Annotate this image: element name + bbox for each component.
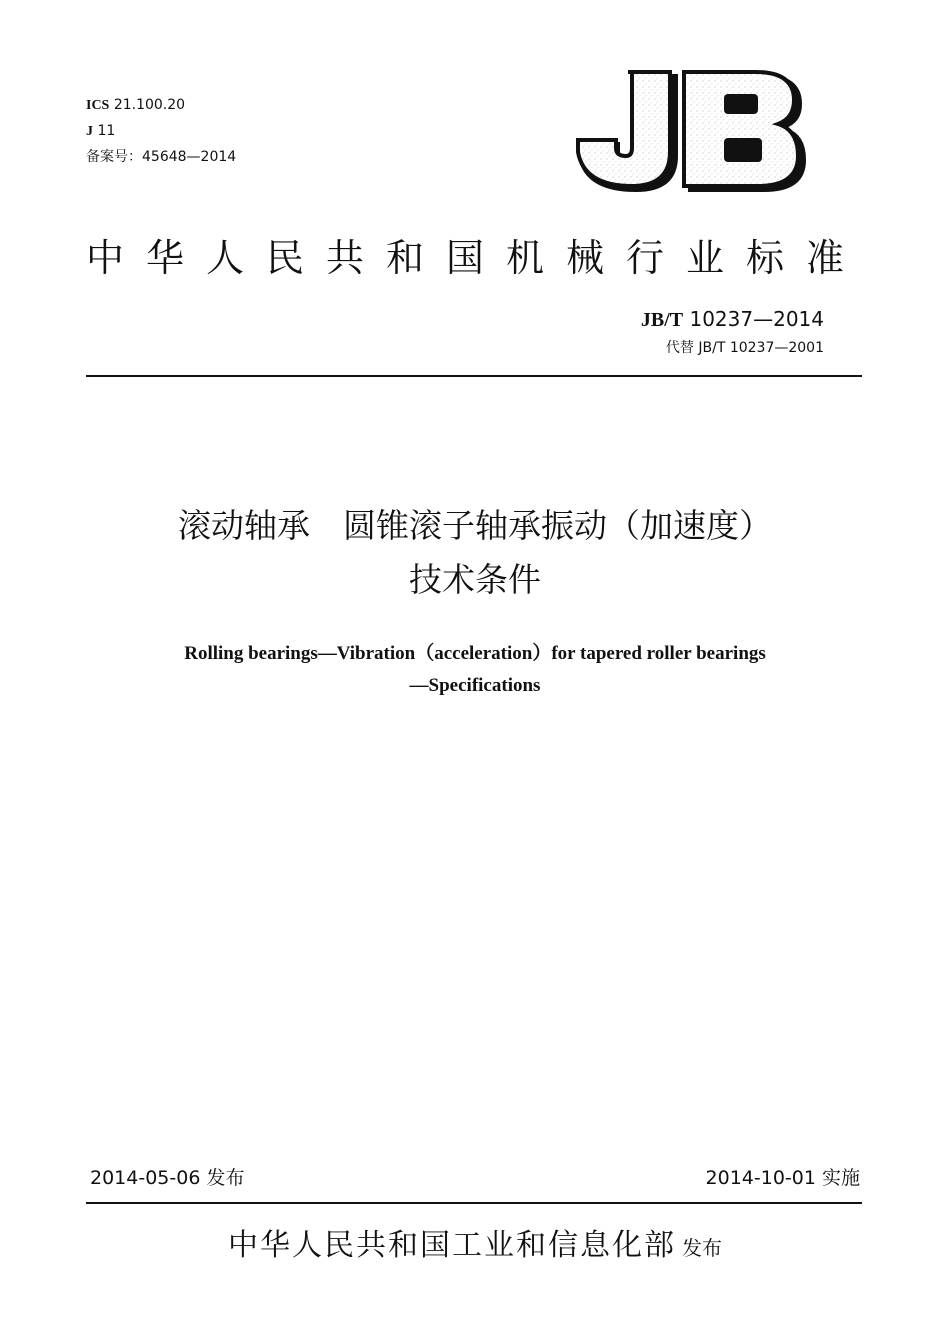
issue-date: 2014-05-06 发布 — [90, 1167, 245, 1189]
ccs-value: 11 — [97, 123, 116, 139]
ics-code — [86, 96, 185, 115]
filing-number: 备案号：45648—2014 — [86, 149, 237, 165]
standard-number — [641, 306, 824, 333]
footer-divider — [86, 1202, 862, 1204]
title-cn-line2: 技术条件 — [409, 560, 541, 599]
standard-code: 10237—2014 — [689, 307, 824, 331]
issuer-name: 中华人民共和国工业和信息化部 — [228, 1228, 676, 1263]
replaces-note — [666, 338, 824, 358]
standard-prefix: JB/T — [640, 309, 684, 331]
implementation-date: 2014-10-01 实施 — [705, 1167, 860, 1189]
jb-logo-graphic — [570, 68, 810, 198]
jb-logo — [570, 68, 810, 198]
organization-title: 中华人民共和国机械行业标准 — [86, 236, 867, 280]
replaces-label: 代替 — [665, 340, 694, 356]
ccs-code — [86, 122, 115, 141]
issuer — [0, 1220, 950, 1264]
ics-value: 21.100.20 — [113, 97, 186, 113]
replaces-value: JB/T 10237—2001 — [698, 340, 824, 356]
title-en-line2: —Specifications — [409, 675, 541, 696]
header-divider — [86, 375, 862, 377]
title-cn-line1: 滚动轴承 圆锥滚子轴承振动（加速度） — [178, 506, 772, 545]
ics-label: ICS — [86, 98, 110, 113]
ccs-label: J — [86, 124, 93, 139]
title-en-line1: Rolling bearings—Vibration（acceleration）for tapered roller bearings — [184, 643, 766, 664]
issuer-suffix: 发布 — [682, 1236, 722, 1260]
